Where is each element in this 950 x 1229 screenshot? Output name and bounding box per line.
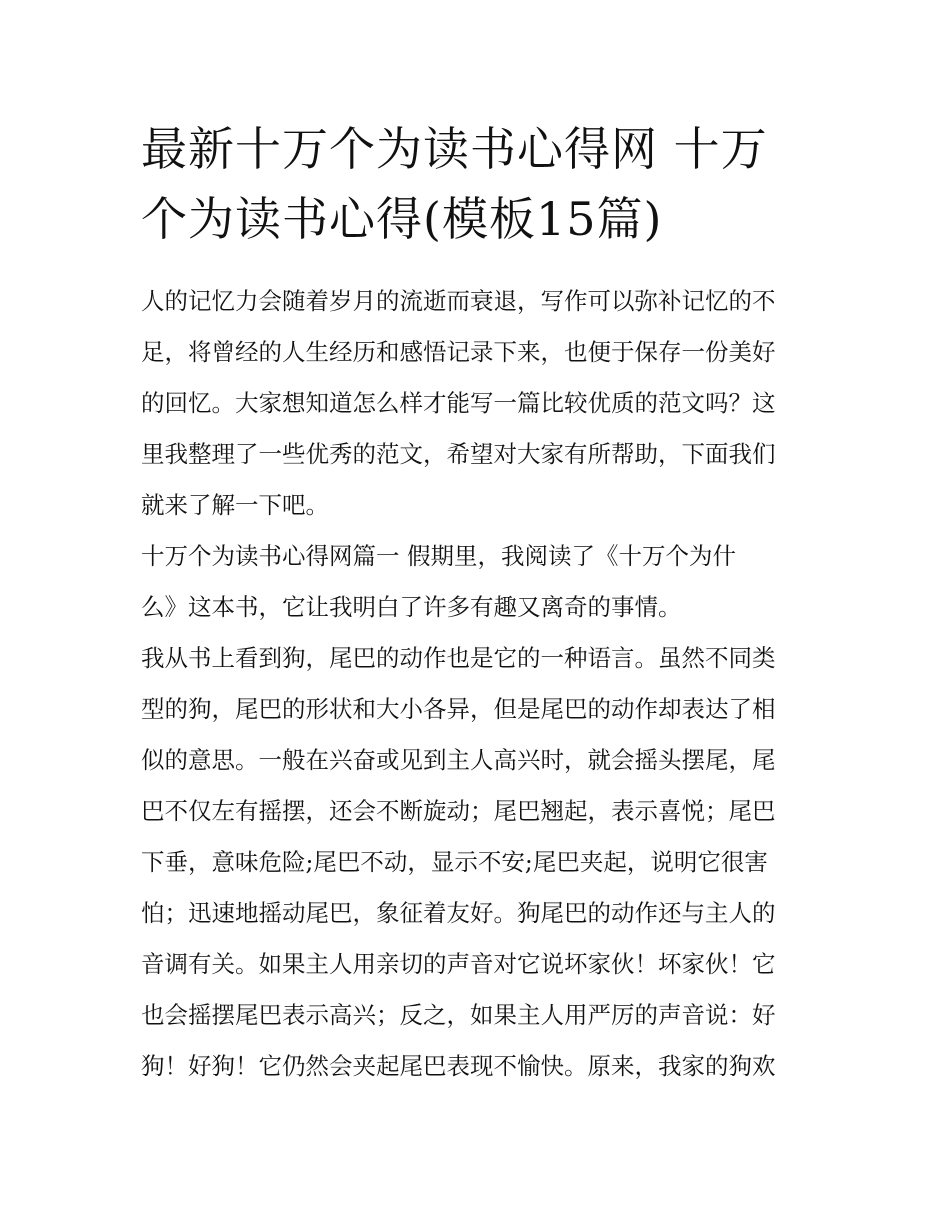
text-line: 也会摇摆尾巴表示高兴；反之，如果主人用严厉的声音说：好 (141, 1001, 776, 1029)
text-line: 的回忆。大家想知道怎么样才能写一篇比较优质的范文吗？这 (141, 389, 776, 417)
text-line: 十万个为读书心得网篇一 假期里，我阅读了《十万个为什 (141, 542, 736, 570)
paragraph-dog-tail (141, 633, 821, 1092)
text-line: 型的狗，尾巴的形状和大小各异，但是尾巴的动作却表达了相 (141, 695, 776, 723)
text-line: 巴不仅左有摇摆，还会不断旋动；尾巴翘起，表示喜悦；尾巴 (141, 797, 776, 825)
title-line-2: 个为读书心得(模板15篇) (141, 192, 663, 246)
paragraph-section-1 (141, 531, 821, 633)
text-line: 音调有关。如果主人用亲切的声音对它说坏家伙！坏家伙！它 (141, 950, 776, 978)
document-body (141, 276, 821, 1092)
title-line-1: 最新十万个为读书心得网 十万 (141, 122, 768, 176)
text-line: 里我整理了一些优秀的范文，希望对大家有所帮助，下面我们 (141, 440, 776, 468)
text-line: 狗！好狗！它仍然会夹起尾巴表现不愉快。原来，我家的狗欢 (141, 1052, 776, 1080)
text-line: 似的意思。一般在兴奋或见到主人高兴时，就会摇头摆尾，尾 (141, 746, 776, 774)
text-line: 人的记忆力会随着岁月的流逝而衰退，写作可以弥补记忆的不 (141, 287, 776, 315)
text-line: 足，将曾经的人生经历和感悟记录下来，也便于保存一份美好 (141, 338, 776, 366)
paragraph-intro (141, 276, 821, 531)
page-title (141, 114, 821, 254)
text-line: 我从书上看到狗，尾巴的动作也是它的一种语言。虽然不同类 (141, 644, 776, 672)
text-line: 怕；迅速地摇动尾巴，象征着友好。狗尾巴的动作还与主人的 (141, 899, 776, 927)
text-line: 么》这本书，它让我明白了许多有趣又离奇的事情。 (141, 593, 682, 621)
text-line: 下垂，意味危险;尾巴不动，显示不安;尾巴夹起，说明它很害 (141, 848, 768, 876)
text-line: 就来了解一下吧。 (141, 491, 329, 519)
